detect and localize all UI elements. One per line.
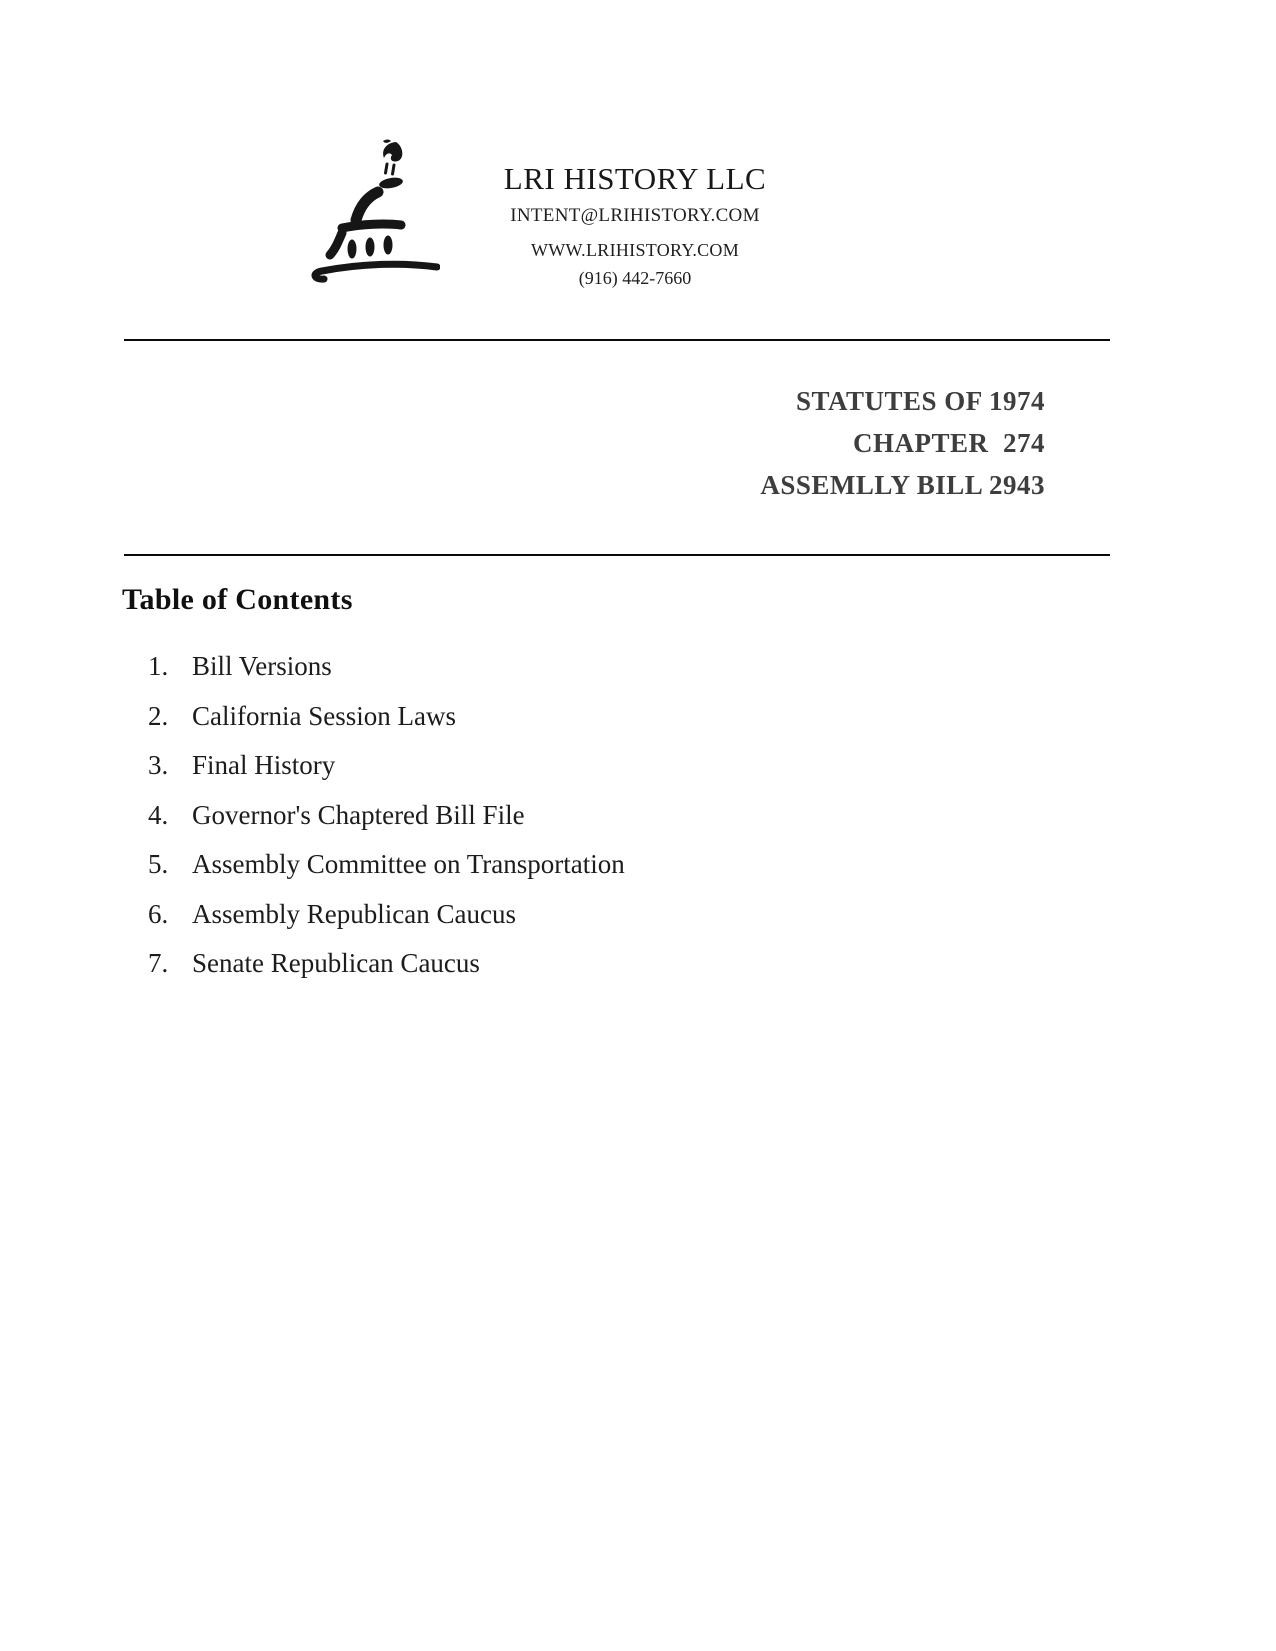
statute-title-line-2: CHAPTER 274 bbox=[852, 428, 1045, 458]
company-email: INTENT@LRIHISTORY.COM bbox=[510, 205, 760, 226]
statute-title-block bbox=[760, 380, 1045, 506]
horizontal-rule-bottom bbox=[124, 554, 1110, 556]
company-name: LRI HISTORY LLC bbox=[503, 161, 767, 196]
statute-title-line-1: STATUTES OF 1974 bbox=[795, 386, 1045, 416]
toc-item bbox=[148, 849, 1048, 899]
toc-item-number: 1. bbox=[148, 651, 169, 681]
toc-item-label: Bill Versions bbox=[192, 651, 332, 681]
toc-item-number: 4. bbox=[148, 799, 169, 830]
toc-item-label: Governor's Chaptered Bill File bbox=[192, 799, 525, 830]
toc-item-label: Assembly Republican Caucus bbox=[192, 898, 516, 929]
toc-item-label: California Session Laws bbox=[192, 700, 456, 731]
company-phone: (916) 442-7660 bbox=[578, 268, 692, 288]
horizontal-rule-top bbox=[124, 339, 1110, 341]
statute-title-line-3: ASSEMLLY BILL 2943 bbox=[760, 470, 1045, 500]
toc-item bbox=[148, 800, 1048, 850]
toc-item-label: Senate Republican Caucus bbox=[192, 948, 480, 978]
toc-list bbox=[148, 651, 1048, 998]
toc-item bbox=[148, 701, 1048, 751]
toc-item-number: 2. bbox=[148, 700, 169, 731]
toc-item bbox=[148, 651, 1048, 701]
toc-item bbox=[148, 899, 1048, 949]
toc-item-number: 6. bbox=[148, 898, 169, 929]
company-website: WWW.LRIHISTORY.COM bbox=[530, 240, 740, 260]
toc-heading: Table of Contents bbox=[122, 583, 353, 616]
toc-item-number: 3. bbox=[148, 750, 169, 780]
toc-item bbox=[148, 948, 1048, 998]
toc-item-number: 5. bbox=[148, 849, 169, 879]
toc-item-number: 7. bbox=[148, 948, 169, 978]
toc-item-label: Assembly Committee on Transportation bbox=[192, 849, 625, 879]
toc-item bbox=[148, 750, 1048, 800]
toc-item-label: Final History bbox=[192, 750, 336, 780]
